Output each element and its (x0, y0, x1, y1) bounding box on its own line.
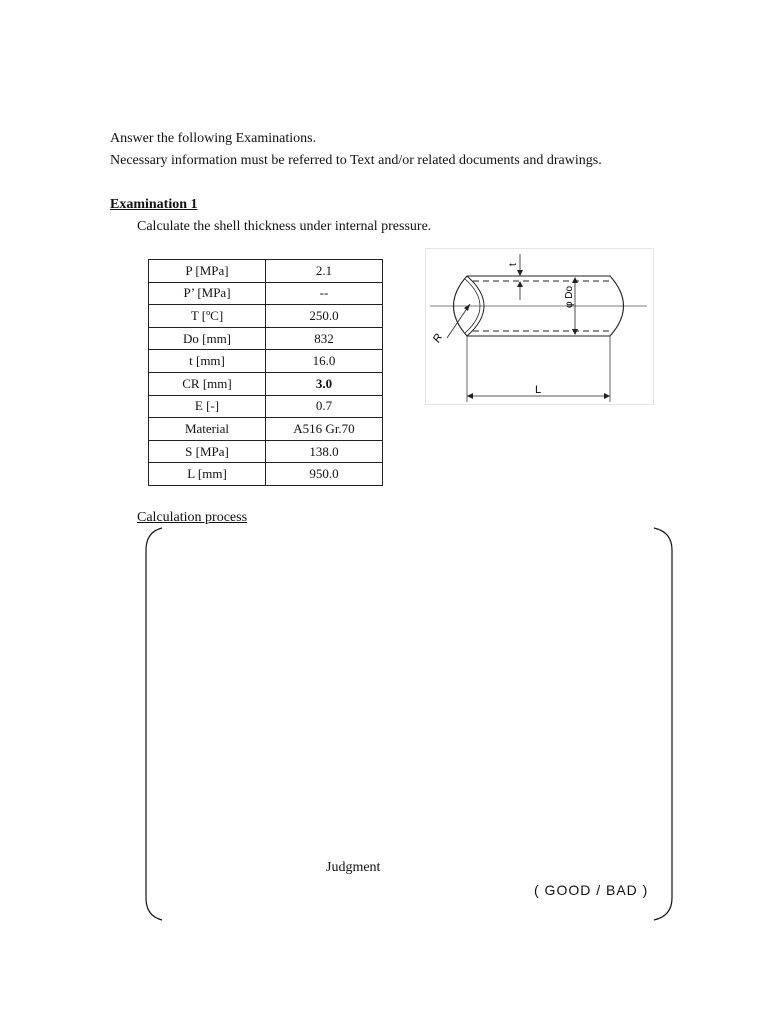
parameter-label: Do [mm] (149, 327, 266, 350)
label-r: R (430, 331, 446, 345)
radius-arrowhead (464, 304, 470, 311)
parameter-value: 250.0 (266, 305, 383, 328)
parameter-row (149, 395, 383, 418)
parameter-label: t [mm] (149, 350, 266, 373)
parameter-label: P’ [MPa] (149, 282, 266, 305)
length-arrowhead-right (604, 393, 610, 399)
parameter-label: T [ºC] (149, 305, 266, 328)
parameter-label: Material (149, 418, 266, 441)
parameter-value: A516 Gr.70 (266, 418, 383, 441)
shell-diagram (425, 248, 655, 406)
judgment-label: Judgment (326, 860, 381, 875)
parameter-row (149, 372, 383, 395)
calculation-bracket-box[interactable] (140, 526, 680, 922)
calculation-process-label: Calculation process (137, 510, 248, 525)
intro-line-2: Necessary information must be referred to Text and/or related documents and drawings. (110, 153, 602, 168)
parameter-row (149, 463, 383, 486)
thickness-arrowhead-top (517, 270, 523, 276)
parameter-row (149, 282, 383, 305)
parameter-value: 3.0 (266, 372, 383, 395)
diameter-arrowhead-top (572, 277, 578, 283)
examination-title: Examination 1 (110, 197, 198, 212)
parameter-label: S [MPa] (149, 440, 266, 463)
parameter-label: P [MPa] (149, 260, 266, 283)
good-bad-options[interactable]: ( GOOD / BAD ) (534, 882, 649, 898)
parameters-table (148, 259, 383, 486)
parameter-row (149, 440, 383, 463)
thickness-arrowhead-bottom (517, 281, 523, 287)
parameter-row (149, 418, 383, 441)
parameter-label: CR [mm] (149, 372, 266, 395)
parameter-value: 0.7 (266, 395, 383, 418)
parameter-value: 16.0 (266, 350, 383, 373)
parameter-row (149, 327, 383, 350)
length-arrowhead-left (467, 393, 473, 399)
examination-instruction: Calculate the shell thickness under internal pressure. (137, 219, 432, 234)
parameter-value: 950.0 (266, 463, 383, 486)
label-do: φ Do (564, 285, 575, 308)
parameter-value: 138.0 (266, 440, 383, 463)
parameter-label: E [-] (149, 395, 266, 418)
parameter-row (149, 260, 383, 283)
left-bracket (146, 528, 162, 920)
intro-line-1: Answer the following Examinations. (110, 131, 317, 146)
parameter-value: 2.1 (266, 260, 383, 283)
parameter-row (149, 350, 383, 373)
parameter-value: 832 (266, 327, 383, 350)
parameter-value: -- (266, 282, 383, 305)
diameter-arrowhead-bottom (572, 329, 578, 335)
label-l: L (535, 384, 542, 396)
label-t: t (508, 263, 519, 266)
parameter-row (149, 305, 383, 328)
parameter-label: L [mm] (149, 463, 266, 486)
right-bracket (654, 528, 672, 920)
